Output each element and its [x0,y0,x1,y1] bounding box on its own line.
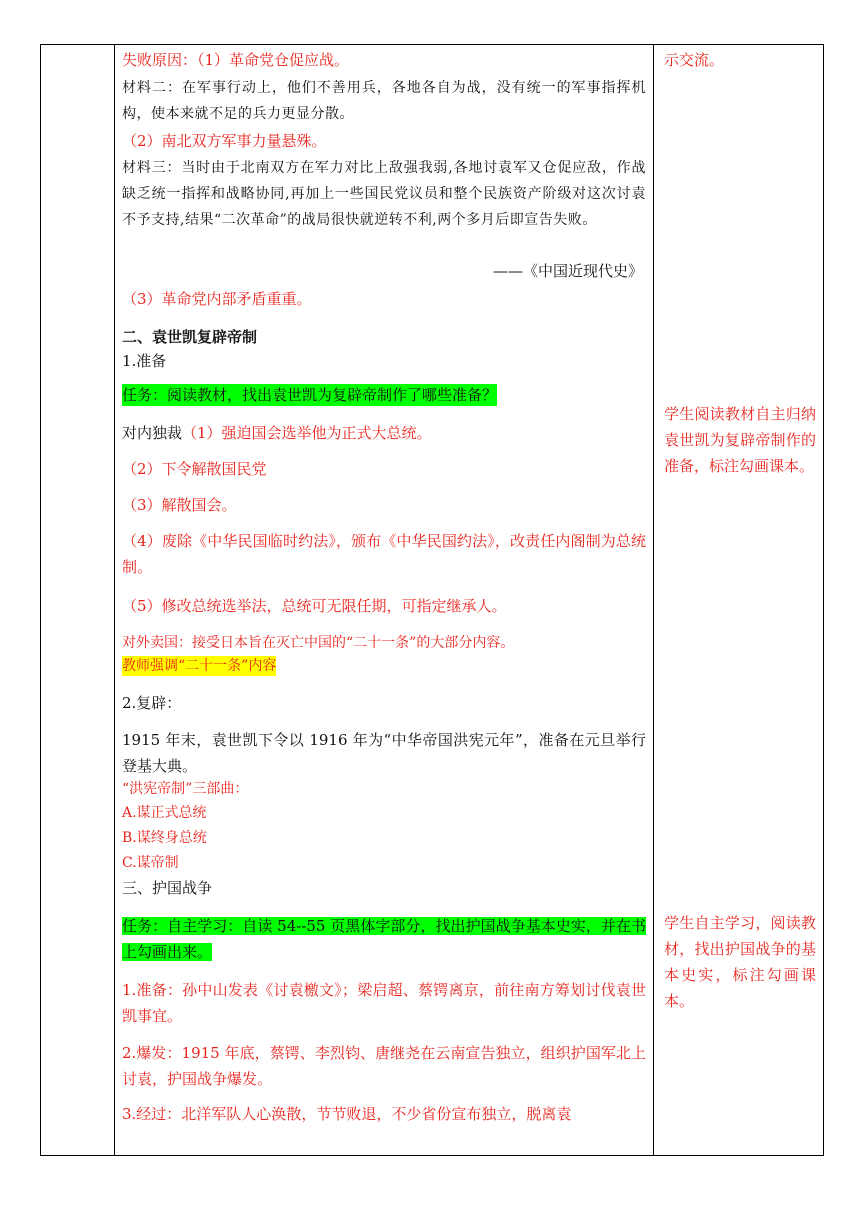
sub-2-title: 2.复辟： [122,694,182,712]
inner-2: （2）下令解散国民党 [122,460,267,478]
war-2: 2.爆发：1915 年底，蔡锷、李烈钧、唐继尧在云南宣告独立，组织护国军北上讨袁，护国战争爆发。 [122,1044,646,1088]
inner-1: （1）强迫国会选举他为正式大总统。 [182,424,432,442]
section-3-title: 三、护国战争 [122,879,213,897]
hongxian-title: “洪宪帝制”三部曲： [122,781,249,797]
source-citation: ——《中国近现代史》 [492,262,643,280]
step-a: A.谋正式总统 [122,805,207,821]
material-3-text: 材料三：当时由于北南双方在军力对比上敌强我弱,各地讨袁军又仓促应敌，作战缺乏统一指挥和战略协同,再加上一些国民党议员和整个民族资产阶级对这次讨袁不予支持,结果“二次革命”的战局很快就逆转不利,两个多月后即宣告失败。 [122,160,646,228]
war-1: 1.准备：孙中山发表《讨袁檄文》；梁启超、蔡锷离京，前往南方筹划讨伐袁世凯事宜。 [122,981,646,1025]
inner-4: （4）废除《中华民国临时约法》，颁布《中华民国约法》，改责任内阁制为总统制。 [122,532,646,576]
fail-reason-3: （3）革命党内部矛盾重重。 [122,290,312,308]
section-2-title: 二、袁世凯复辟帝制 [122,328,258,346]
fail-reason-1: （1）革命党仓促应战。 [197,51,350,69]
lesson-plan-table [40,44,824,1156]
material-2-text: 材料二：在军事行动上，他们不善用兵，各地各自为战，没有统一的军事指挥机构，使本来就不足的兵力更显分散。 [122,80,646,122]
content-column-cell [115,45,654,1156]
fail-reason-2: （2）南北双方军事力量悬殊。 [122,132,327,150]
teacher-note [122,656,276,676]
task-2-highlight: 任务：自主学习：自读 54--55 页黑体字部分，找出护国战争基本史实，并在书上勾画出来。 [122,917,646,961]
inner-3: （3）解散国会。 [122,496,237,514]
war-3: 3.经过：北洋军队人心涣散，节节败退，不少省份宣布独立，脱离袁 [122,1105,572,1123]
activity-column-cell [654,45,824,1156]
side-note-3: 学生自主学习，阅读教材，找出护国战争的基本史实，标注勾画课本。 [664,914,816,1010]
sub-1-title: 1.准备 [122,352,167,370]
fail-reason-prefix: 失败原因： [122,51,198,69]
fail-reason-line [122,50,349,70]
restore-text: 1915 年末，袁世凯下令以 1916 年为“中华帝国洪宪元年”，准备在元旦举行登基大典。 [122,731,646,775]
inner-5: （5）修改总统选举法，总统可无限任期，可指定继承人。 [122,597,507,615]
side-note-2: 学生阅读教材自主归纳袁世凯为复辟帝制作的准备，标注勾画课本。 [664,405,816,475]
inner-line-1 [122,423,432,443]
inner-prefix: 对内独裁 [122,424,183,442]
task-1 [122,385,497,405]
left-column-cell [41,45,115,1156]
outer-text: 对外卖国：接受日本旨在灭亡中国的“二十一条”的大部分内容。 [122,635,515,651]
task-2 [122,913,646,965]
step-c: C.谋帝制 [122,855,179,871]
side-note-1: 示交流。 [664,51,725,69]
task-1-highlight: 任务：阅读教材，找出袁世凯为复辟帝制作了哪些准备？ [122,386,498,404]
step-b: B.谋终身总统 [122,830,207,846]
teacher-note-highlight: 教师强调“二十一条”内容 [122,658,277,674]
